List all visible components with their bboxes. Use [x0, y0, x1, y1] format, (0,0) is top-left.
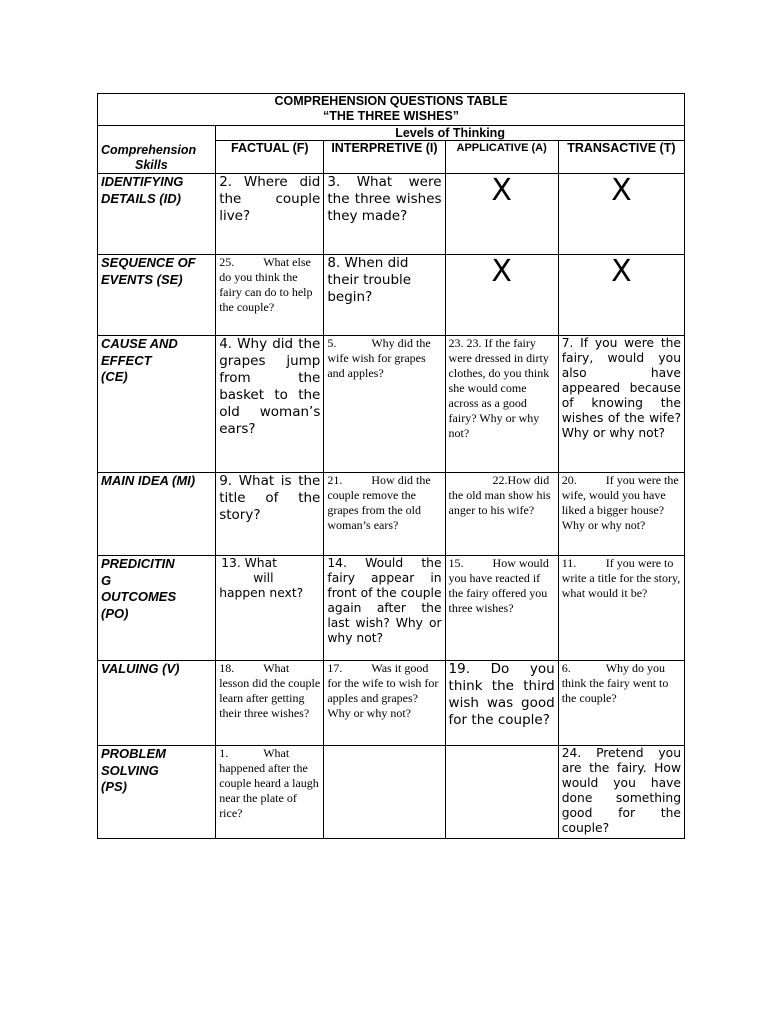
row-label: IDENTIFYING DETAILS (ID) [98, 174, 216, 255]
cell-transactive-x-mark: X [558, 174, 684, 255]
question-number: 23. 23. [448, 336, 482, 350]
question-text: If you were to write a title for the story, what would it be? [561, 556, 681, 600]
col-header-applicative: APPLICATIVE (A) [445, 141, 558, 174]
skills-header [98, 126, 216, 174]
cell-applicative-x-mark: X [445, 174, 558, 255]
table-row-sequence-of-events [98, 255, 685, 336]
table-row-valuing [98, 661, 685, 746]
question-text: How did the couple remove the grapes from the old woman’s ears? [327, 473, 431, 532]
row-label: PROBLEM SOLVING (PS) [98, 746, 216, 839]
table-row-problem-solving [98, 746, 685, 839]
skills-header-line-1: Comprehension [101, 143, 197, 157]
row-label: CAUSE AND EFFECT (CE) [98, 336, 216, 473]
question-text: If you were the wife, would you have liked a bigger house? Why or why not? [561, 473, 679, 532]
question-text: Why did the wife wish for grapes and apples? [327, 336, 431, 380]
cell-transactive [558, 556, 684, 661]
title-line-1: COMPREHENSION QUESTIONS TABLE [274, 94, 508, 108]
cell-factual: 9. What is the title of the story? [216, 473, 324, 556]
table-row-predicting-outcomes [98, 556, 685, 661]
cell-interpretive [324, 473, 445, 556]
col-header-interpretive: INTERPRETIVE (I) [324, 141, 445, 174]
question-number: 25. [219, 255, 235, 269]
cell-transactive-x-mark: X [558, 255, 684, 336]
question-line-3: happen next? [219, 586, 304, 600]
cell-transactive: 24. Pretend you are the fairy. How would you have done something good for the couple? [558, 746, 684, 839]
cell-applicative [445, 556, 558, 661]
levels-of-thinking-header: Levels of Thinking [216, 126, 685, 141]
question-text: What else do you think the fairy can do to help the couple? [219, 255, 313, 314]
row-label: PREDICITIN G OUTCOMES (PO) [98, 556, 216, 661]
row-label: SEQUENCE OF EVENTS (SE) [98, 255, 216, 336]
row-label: MAIN IDEA (MI) [98, 473, 216, 556]
question-text: How would you have reacted if the fairy offered you three wishes? [448, 556, 549, 615]
col-header-transactive: TRANSACTIVE (T) [558, 141, 684, 174]
cell-factual [216, 556, 324, 661]
cell-applicative-x-mark: X [445, 255, 558, 336]
question-number: 21. [327, 473, 343, 487]
cell-applicative: 22.How did the old man show his anger to his wife? [445, 473, 558, 556]
question-text: Why do you think the fairy went to the couple? [561, 661, 669, 705]
cell-factual [216, 255, 324, 336]
table-title [98, 94, 685, 126]
question-number: 20. [561, 473, 577, 487]
cell-interpretive: 8. When did their trouble begin? [324, 255, 445, 336]
comprehension-questions-table [97, 93, 685, 839]
question-number: 6. [561, 661, 571, 675]
question-text: What happened after the couple heard a laugh near the plate of rice? [219, 746, 319, 820]
question-number: 18. [219, 661, 235, 675]
question-number: 17. [327, 661, 343, 675]
cell-interpretive: 14. Would the fairy appear in front of the couple again after the last wish? Why or why not? [324, 556, 445, 661]
cell-factual [216, 661, 324, 746]
question-number: 15. [448, 556, 464, 570]
question-line-1: 13. What [221, 556, 277, 570]
question-text: If the fairy were dressed in dirty clothes, do you think she would come across as a good fairy? Why or why not? [448, 336, 550, 440]
cell-factual: 2. Where did the couple live? [216, 174, 324, 255]
cell-interpretive: 3. What were the three wishes they made? [324, 174, 445, 255]
cell-interpretive [324, 661, 445, 746]
cell-transactive [558, 473, 684, 556]
col-header-factual: FACTUAL (F) [216, 141, 324, 174]
table-row-identifying-details [98, 174, 685, 255]
cell-applicative: 19. Do you think the third wish was good for the couple? [445, 661, 558, 746]
cell-interpretive-empty [324, 746, 445, 839]
question-text: What lesson did the couple learn after getting their three wishes? [219, 661, 321, 720]
question-line-2: will [253, 571, 274, 585]
cell-applicative [445, 336, 558, 473]
table-row-main-idea [98, 473, 685, 556]
cell-factual [216, 746, 324, 839]
question-number: 11. [561, 556, 577, 570]
cell-interpretive [324, 336, 445, 473]
row-label: VALUING (V) [98, 661, 216, 746]
question-number: 1. [219, 746, 229, 760]
cell-transactive: 7. If you were the fairy, would you also have appeared because of knowing the wishes of the wife? Why or why not? [558, 336, 684, 473]
question-number: 5. [327, 336, 337, 350]
cell-applicative-empty [445, 746, 558, 839]
skills-header-line-2: Skills [135, 158, 168, 172]
cell-transactive [558, 661, 684, 746]
table-row-cause-and-effect [98, 336, 685, 473]
cell-factual: 4. Why did the grapes jump from the basket to the old woman’s ears? [216, 336, 324, 473]
question-text: Was it good for the wife to wish for apples and grapes? Why or why not? [327, 661, 439, 720]
title-line-2: “THE THREE WISHES” [322, 109, 460, 123]
